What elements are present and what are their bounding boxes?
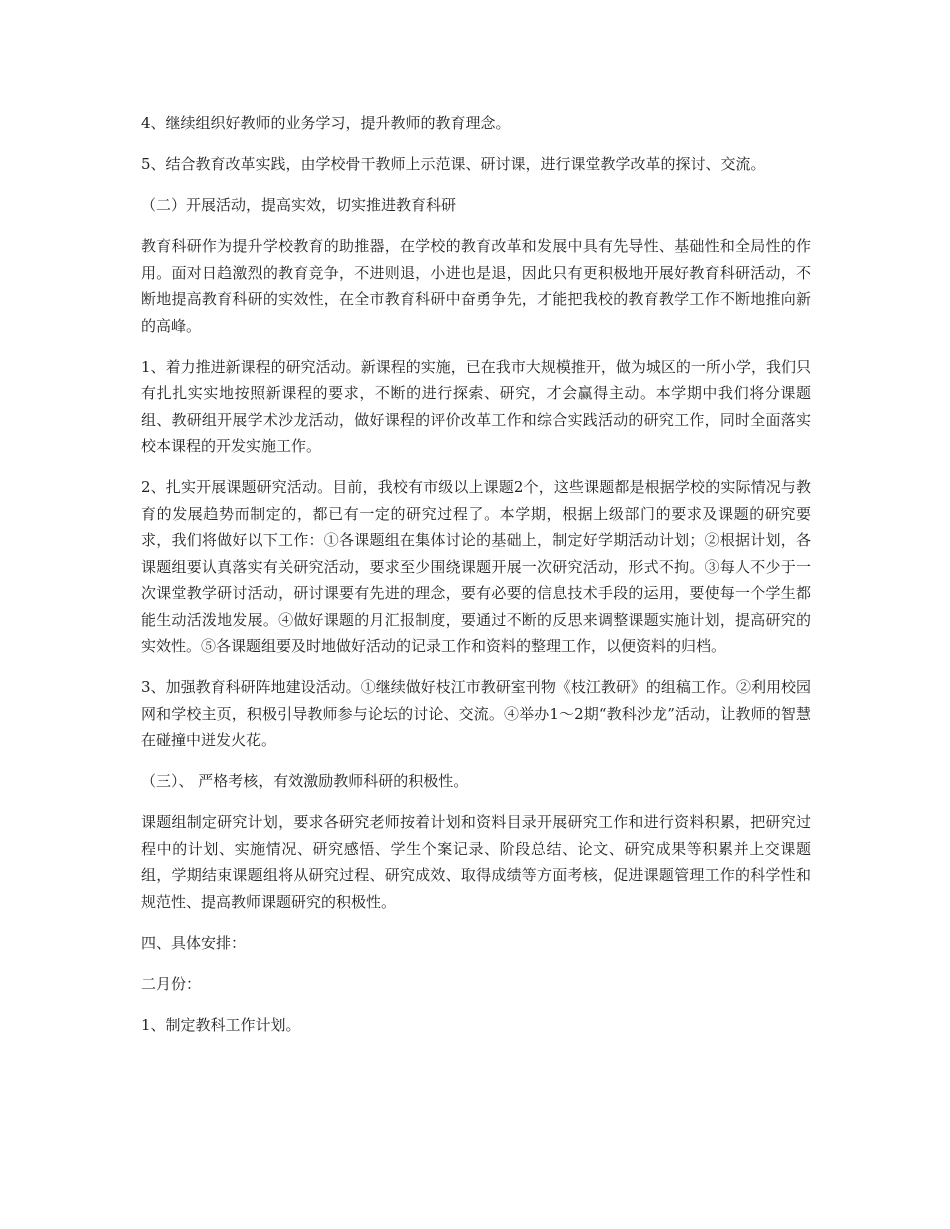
month-heading-february: 二月份： (141, 974, 202, 993)
paragraph-item-3: 3、加强教育科研阵地建设活动。①继续做好枝江市教研室刊物《枝江教研》的组稿工作。②利用校园网和学校主页，积极引导教师参与论坛的讨论、交流。④举办1～2期“教科沙龙”活动，让教师的智慧在碰撞中迸发火花。 (141, 678, 811, 749)
document-page (141, 110, 811, 1053)
section-heading-4: 四、具体安排： (141, 933, 247, 952)
paragraph-intro: 教育科研作为提升学校教育的助推器，在学校的教育改革和发展中具有先导性、基础性和全局性的作用。面对日趋激烈的教育竞争，不进则退，小进也是退，因此只有更积极地开展好教育科研活动，不断地提高教育科研的实效性，在全市教育科研中奋勇争先，才能把我校的教育教学工作不断地推向新的高峰。 (141, 237, 811, 335)
schedule-item-1: 1、制定教科工作计划。 (141, 1015, 301, 1034)
section-heading-3: （三）、 严格考核，有效激励教师科研的积极性。 (141, 772, 469, 790)
paragraph-item-4: 4、继续组织好教师的业务学习，提升教师的教育理念。 (141, 114, 511, 132)
paragraph-item-2: 2、扎实开展课题研究活动。目前，我校有市级以上课题2个，这些课题都是根据学校的实际情况与教育的发展趋势而制定的，都已有一定的研究过程了。本学期，根据上级部门的要求及课题的研究要求，我们将做好以下工作：①各课题组在集体讨论的基础上，制定好学期活动计划；②根据计划，各课题组要认真落实有关研究活动，要求至少围绕课题开展一次研究活动，形式不拘。③每人不少于一次课堂教学研讨活动，研讨课要有先进的理念，要有必要的信息技术手段的运用，要使每一个学生都能生动活泼地发展。④做好课题的月汇报制度，要通过不断的反思来调整课题实施计划，提高研究的实效性。⑤各课题组要及时地做好活动的记录工作和资料的整理工作，以便资料的归档。 (141, 478, 811, 655)
section-heading-2: （二）开展活动，提高实效，切实推进教育科研 (141, 196, 457, 214)
paragraph-item-5: 5、结合教育改革实践，由学校骨干教师上示范课、研讨课，进行课堂教学改革的探讨、交流。 (141, 155, 766, 173)
paragraph-item-1: 1、着力推进新课程的研究活动。新课程的实施，已在我市大规模推开，做为城区的一所小学，我们只有扎扎实实地按照新课程的要求，不断的进行探索、研究，才会赢得主动。本学期中我们将分课题组、教研组开展学术沙龙活动，做好课程的评价改革工作和综合实践活动的研究工作，同时全面落实校本课程的开发实施工作。 (141, 357, 811, 455)
paragraph-assessment: 课题组制定研究计划，要求各研究老师按着计划和资料目录开展研究工作和进行资料积累，把研究过程中的计划、实施情况、研究感悟、学生个案记录、阶段总结、论文、研究成果等积累并上交课题组，学期结束课题组将从研究过程、研究成效、取得成绩等方面考核，促进课题管理工作的科学性和规范性、提高教师课题研究的积极性。 (141, 813, 811, 911)
